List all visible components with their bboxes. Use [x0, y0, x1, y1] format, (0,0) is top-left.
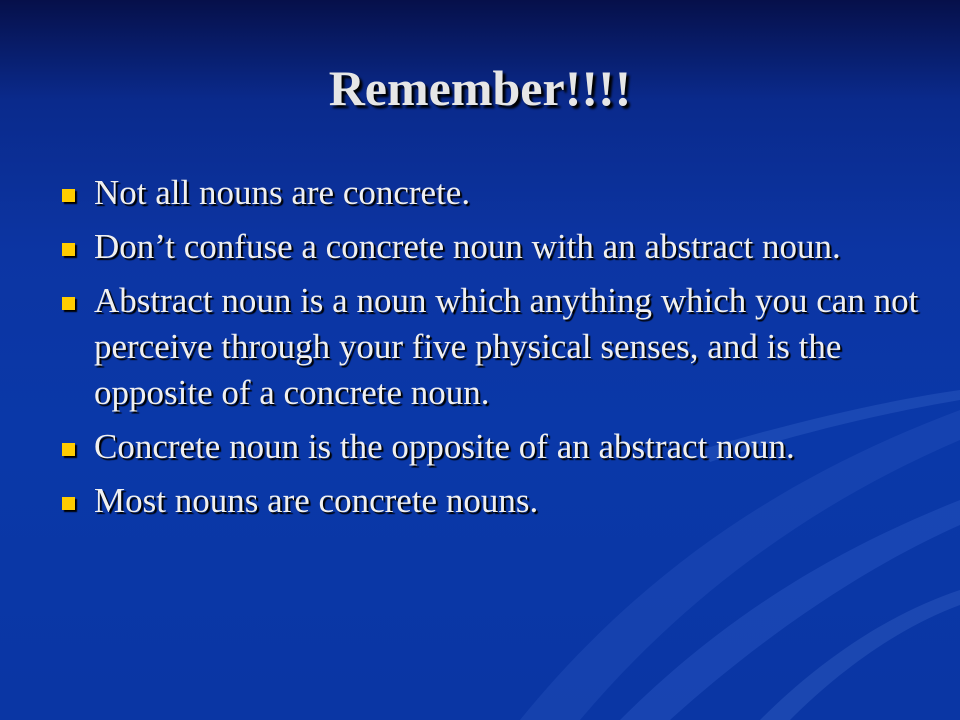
bullet-square-icon: [62, 443, 75, 456]
bullet-text: Don’t confuse a concrete noun with an abstract noun.: [94, 227, 841, 266]
bullet-item: [60, 278, 920, 416]
bullet-item: [60, 424, 920, 470]
bullet-text: Concrete noun is the opposite of an abstract noun.: [94, 427, 795, 466]
bullet-square-icon: [62, 243, 75, 256]
bullet-text: Not all nouns are concrete.: [94, 173, 471, 212]
slide-title: Remember!!!!: [328, 60, 632, 116]
bullet-item: [60, 170, 920, 216]
bullet-square-icon: [62, 497, 75, 510]
bullet-list: [60, 170, 920, 532]
bullet-text: Abstract noun is a noun which anything which you can not perceive through your five physical senses, and is the opposite of a concrete noun.: [94, 281, 919, 412]
bullet-text: Most nouns are concrete nouns.: [94, 481, 539, 520]
bullet-square-icon: [62, 189, 75, 202]
bullet-item: [60, 478, 920, 524]
bullet-square-icon: [62, 297, 75, 310]
bullet-item: [60, 224, 920, 270]
